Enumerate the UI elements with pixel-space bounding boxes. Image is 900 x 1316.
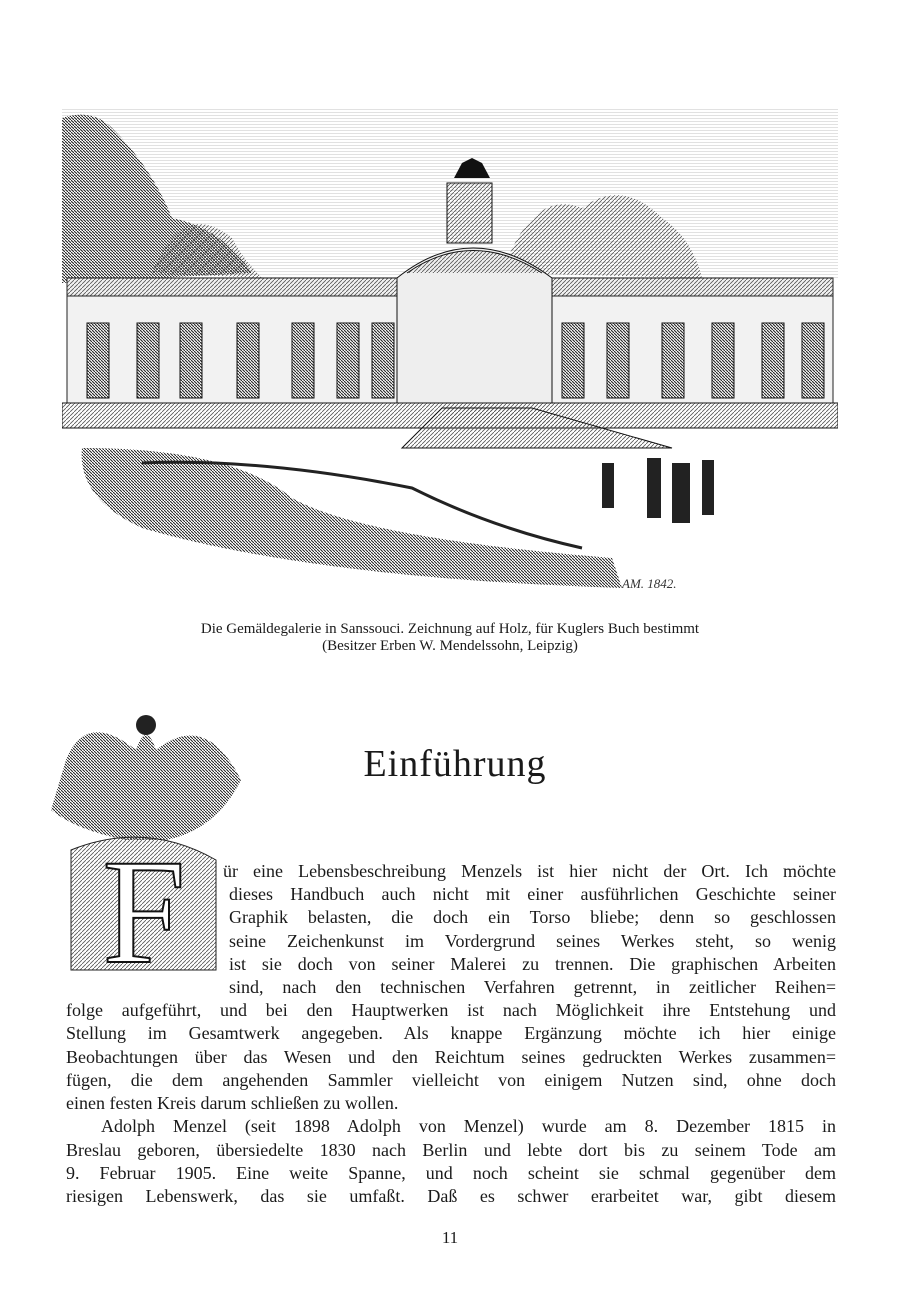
figure-caption-line-2: (Besitzer Erben W. Mendelssohn, Leipzig) <box>322 638 578 654</box>
text-line: Adolph Menzel (seit 1898 Adolph von Menzel) wurde am 8. Dezember 1815 in <box>101 1116 836 1136</box>
page-number: 11 <box>441 1228 459 1247</box>
figure-caption-line-1: Die Gemäldegalerie in Sanssouci. Zeichnung auf Holz, für Kuglers Buch bestimmt <box>200 621 700 637</box>
text-line: einen festen Kreis darum schließen zu wollen. <box>66 1093 399 1113</box>
text-line: ür eine Lebensbeschreibung Menzels ist hier nicht der Ort. Ich möchte <box>223 861 836 881</box>
text-line: riesigen Lebenswerk, das sie umfaßt. Daß es schwer erarbeitet war, gibt diesem <box>66 1186 836 1206</box>
text-line: 9. Februar 1905. Eine weite Spanne, und noch scheint sie schmal gegenüber dem <box>66 1163 836 1183</box>
drop-cap-letter: F <box>102 829 186 990</box>
text-line: fügen, die dem angehenden Sammler vielleicht von einigem Nutzen sind, ohne doch <box>66 1070 836 1090</box>
text-line: Graphik belasten, die doch ein Torso bliebe; denn so geschlossen <box>229 907 836 927</box>
eagle-drop-cap-illustration <box>46 700 246 990</box>
text-line: Stellung im Gesamtwerk angegeben. Als knappe Ergänzung möchte ich hier einige <box>66 1023 836 1043</box>
text-line: sind, nach den technischen Verfahren getrennt, in zeitlicher Reihen= <box>229 977 836 997</box>
chapter-heading: Einführung <box>363 743 547 785</box>
sanssouci-gallery-engraving <box>62 108 838 598</box>
text-line: Beobachtungen über das Wesen und den Reichtum seines gedruckten Werkes zusammen= <box>66 1047 836 1067</box>
text-line: folge aufgeführt, und bei den Hauptwerken ist nach Möglichkeit ihre Entstehung und <box>66 1000 836 1020</box>
text-line: seine Zeichenkunst im Vordergrund seines Werkes steht, so wenig <box>229 931 836 951</box>
text-line: ist sie doch von seiner Malerei zu trennen. Die graphischen Arbeiten <box>229 954 836 974</box>
text-line: Breslau geboren, übersiedelte 1830 nach Berlin und lebte dort bis zu seinem Tode am <box>66 1140 836 1160</box>
artist-signature: AM. 1842. <box>622 576 677 591</box>
text-line: dieses Handbuch auch nicht mit einer ausführlichen Geschichte seiner <box>229 884 836 904</box>
